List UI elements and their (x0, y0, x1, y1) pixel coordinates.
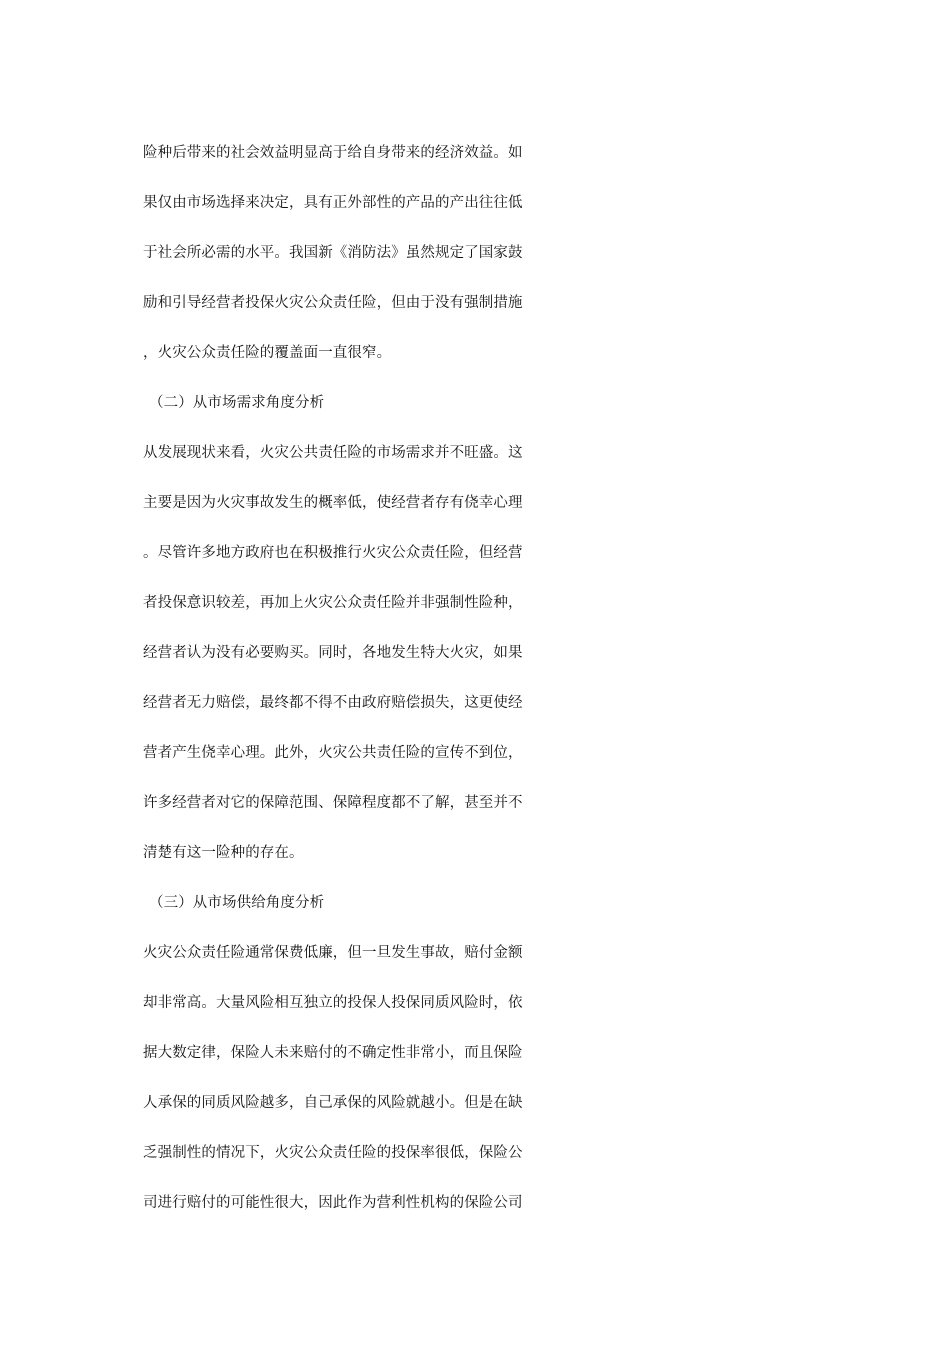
body-text (143, 137, 543, 1237)
section-heading: （二）从市场需求角度分析 (149, 395, 325, 411)
section-heading: （三）从市场供给角度分析 (149, 895, 325, 911)
paragraph-line: 励和引导经营者投保火灾公众责任险，但由于没有强制措施 (143, 295, 523, 311)
paragraph-line: ，火灾公众责任险的覆盖面一直很窄。 (143, 345, 392, 361)
paragraph-line: 火灾公众责任险通常保费低廉，但一旦发生事故，赔付金额 (143, 945, 523, 961)
paragraph-line: 据大数定律，保险人未来赔付的不确定性非常小，而且保险 (143, 1045, 523, 1061)
paragraph-line: 经营者认为没有必要购买。同时，各地发生特大火灾，如果 (143, 645, 523, 661)
paragraph-line: 险种后带来的社会效益明显高于给自身带来的经济效益。如 (143, 145, 523, 161)
paragraph-line: 于社会所必需的水平。我国新《消防法》虽然规定了国家鼓 (143, 245, 523, 261)
paragraph-line: 主要是因为火灾事故发生的概率低，使经营者存有侥幸心理 (143, 495, 523, 511)
paragraph-line: 果仅由市场选择来决定，具有正外部性的产品的产出往往低 (143, 195, 523, 211)
paragraph-line: 许多经营者对它的保障范围、保障程度都不了解，甚至并不 (143, 795, 523, 811)
paragraph-line: 司进行赔付的可能性很大，因此作为营利性机构的保险公司 (143, 1195, 523, 1211)
paragraph-line: 人承保的同质风险越多，自己承保的风险就越小。但是在缺 (143, 1095, 523, 1111)
paragraph-line: 。尽管许多地方政府也在积极推行火灾公众责任险，但经营 (143, 545, 523, 561)
paragraph-line: 营者产生侥幸心理。此外，火灾公共责任险的宣传不到位， (143, 745, 523, 761)
paragraph-line: 清楚有这一险种的存在。 (143, 845, 304, 861)
paragraph-line: 者投保意识较差，再加上火灾公众责任险并非强制性险种， (143, 595, 523, 611)
paragraph-line: 乏强制性的情况下，火灾公众责任险的投保率很低，保险公 (143, 1145, 523, 1161)
paragraph-line: 从发展现状来看，火灾公共责任险的市场需求并不旺盛。这 (143, 445, 523, 461)
paragraph-line: 却非常高。大量风险相互独立的投保人投保同质风险时，依 (143, 995, 523, 1011)
paragraph-line: 经营者无力赔偿，最终都不得不由政府赔偿损失，这更使经 (143, 695, 523, 711)
